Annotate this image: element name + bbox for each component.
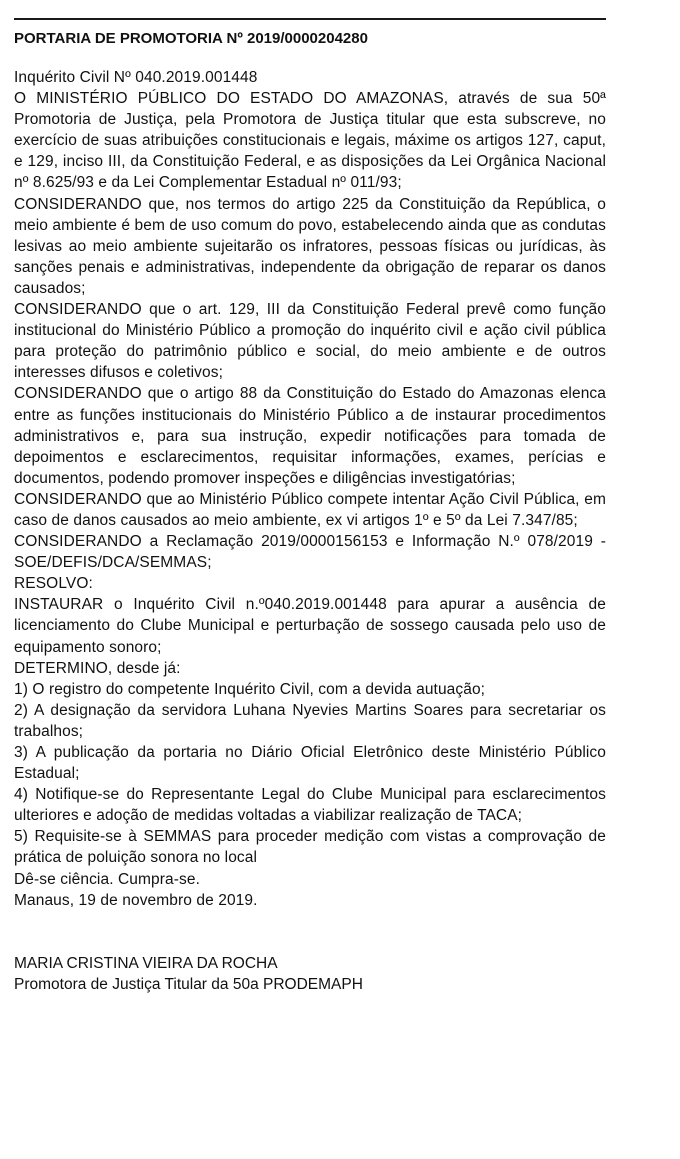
document-body [14, 67, 606, 911]
considerando-paragraph: CONSIDERANDO que o art. 129, III da Constituição Federal prevê como função institucional do Ministério Público a promoção do inquérito civil e ação civil pública para proteção do patrimônio público e social, do meio ambiente e de outros interesses difusos e coletivos; [14, 301, 606, 382]
considerando-paragraph: CONSIDERANDO a Reclamação 2019/0000156153 e Informação N.º 078/2019 - SOE/DEFIS/DCA/SEMMAS; [14, 533, 606, 572]
closing-line: Dê-se ciência. Cumpra-se. [14, 870, 200, 888]
case-number: Inquérito Civil Nº 040.2019.001448 [14, 69, 258, 86]
signatory-name: MARIA CRISTINA VIEIRA DA ROCHA [14, 954, 278, 972]
document-title: PORTARIA DE PROMOTORIA Nº 2019/0000204280 [14, 30, 368, 47]
header-divider [14, 18, 606, 20]
place-date: Manaus, 19 de novembro de 2019. [14, 891, 258, 909]
determination-item: 1) O registro do competente Inquérito Civil, com a devida autuação; [14, 680, 486, 698]
determination-item: 5) Requisite-se à SEMMAS para proceder medição com vistas a comprovação de prática de poluição sonora no local [14, 828, 606, 867]
considerando-paragraph: CONSIDERANDO que, nos termos do artigo 225 da Constituição da República, o meio ambiente é bem de uso comum do povo, estabelecendo ainda que as condutas lesivas ao meio ambiente sujeitarão os infratores, pessoas físicas ou jurídicas, às sanções penais e administrativas, independente da obrigação de reparar os danos causados; [14, 195, 606, 297]
document-page [14, 18, 606, 995]
considerando-paragraph: CONSIDERANDO que ao Ministério Público compete intentar Ação Civil Pública, em caso de danos causados ao meio ambiente, ex vi artigos 1º e 5º da Lei 7.347/85; [14, 490, 606, 529]
resolvo-heading: RESOLVO: [14, 575, 93, 593]
signature-block [14, 953, 606, 995]
considerando-paragraph: CONSIDERANDO que o artigo 88 da Constituição do Estado do Amazonas elenca entre as funções institucionais do Ministério Público a de instaurar procedimentos administrativos e, para sua instrução, expedir notificações para tomada de depoimentos e esclarecimentos, requisitar informações, exames, perícias e documentos, podendo promover inspeções e diligências investigatórias; [14, 385, 606, 487]
determination-item: 4) Notifique-se do Representante Legal do Clube Municipal para esclarecimentos ulteriores e adoção de medidas voltadas a viabilizar realização de TACA; [14, 786, 606, 825]
instaurar-paragraph: INSTAURAR o Inquérito Civil n.º040.2019.001448 para apurar a ausência de licenciamento do Clube Municipal e perturbação de sossego causada pelo uso de equipamento sonoro; [14, 596, 606, 656]
signatory-role: Promotora de Justiça Titular da 50a PRODEMAPH [14, 975, 363, 993]
determination-item: 2) A designação da servidora Luhana Nyevies Martins Soares para secretariar os trabalhos; [14, 701, 606, 740]
spacer [14, 911, 606, 953]
preamble-paragraph: O MINISTÉRIO PÚBLICO DO ESTADO DO AMAZONAS, através de sua 50ª Promotoria de Justiça, pela Promotora de Justiça titular que esta subscreve, no exercício de suas atribuições constitucionais e legais, máxime os artigos 127, caput, e 129, inciso III, da Constituição Federal, e as disposições da Lei Orgânica Nacional nº 8.625/93 e da Lei Complementar Estadual nº 011/93; [14, 90, 606, 192]
determino-heading: DETERMINO, desde já: [14, 659, 181, 677]
determination-item: 3) A publicação da portaria no Diário Oficial Eletrônico deste Ministério Público Estadual; [14, 744, 606, 783]
